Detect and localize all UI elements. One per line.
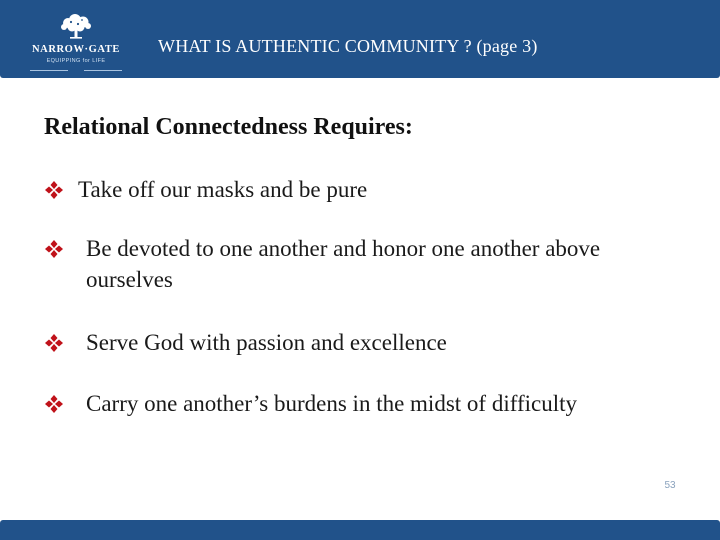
bullet-text: Take off our masks and be pure <box>78 177 368 202</box>
footer-bar <box>0 520 720 540</box>
page-number: 53 <box>664 480 676 491</box>
slide-title: WHAT IS AUTHENTIC COMMUNITY ? (page 3) <box>158 36 538 56</box>
diamond-bullet-icon <box>44 333 64 353</box>
diamond-bullet-icon <box>44 180 64 200</box>
bullet-item <box>44 174 644 205</box>
bullet-item <box>44 327 644 358</box>
bullet-text: Serve God with passion and excellence <box>86 330 447 355</box>
header-bar <box>0 0 720 78</box>
logo-divider-right <box>84 70 122 71</box>
narrow-gate-logo <box>24 14 128 74</box>
bullet-item <box>44 388 644 419</box>
diamond-bullet-icon <box>44 394 64 414</box>
bullet-item <box>44 233 644 295</box>
logo-tagline: EQUIPPING for LIFE <box>46 58 106 64</box>
section-heading: Relational Connectedness Requires: <box>44 114 413 140</box>
logo-divider-left <box>30 70 68 71</box>
tree-icon <box>58 14 94 42</box>
logo-name: NARROW·GATE <box>31 44 121 55</box>
bullet-text: Carry one another’s burdens in the midst of difficulty <box>86 391 577 416</box>
bullet-text: Be devoted to one another and honor one another above ourselves <box>86 236 601 292</box>
diamond-bullet-icon <box>44 239 64 259</box>
